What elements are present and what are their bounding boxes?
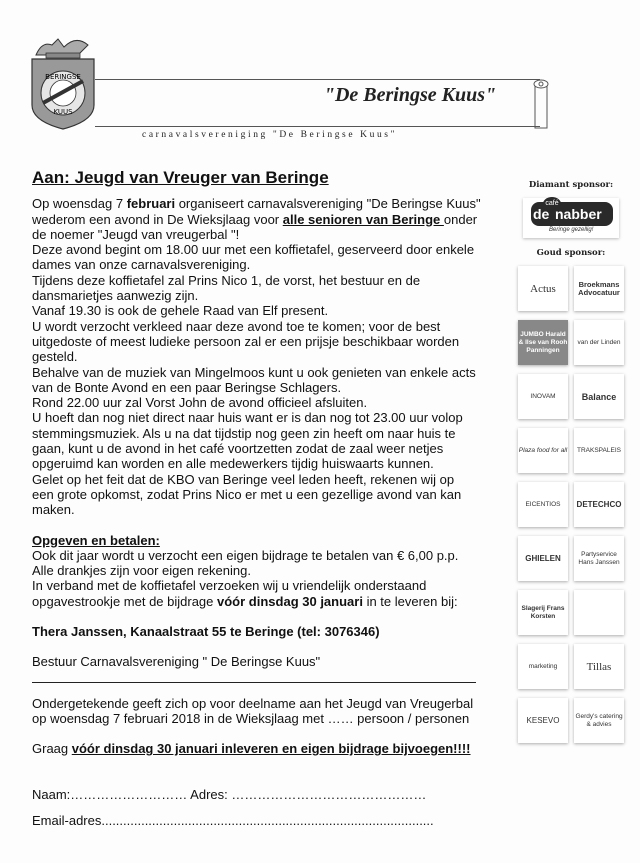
sponsor-tile-trakspaleis xyxy=(574,428,624,473)
body-line: Behalve van de muziek van Mingelmoos kunt u ook genieten van enkele acts xyxy=(32,364,476,380)
body-line: een grote opkomst, zodat Prins Nico er met u een gezellige avond van kan xyxy=(32,486,462,502)
sponsor-name: JUMBO Harald & Ilse van Rooh Panningen xyxy=(518,330,568,354)
sponsor-tile-kesevo xyxy=(518,698,568,743)
body-line: Rond 22.00 uur zal Vorst John de avond officieel afsluiten. xyxy=(32,395,368,411)
gold-sponsor-label: Goud sponsor: xyxy=(536,248,606,258)
body-line: uitgedoste of meest ludieke persoon zal er een prijsje beschikbaar worden xyxy=(32,333,460,349)
body-line: U wordt verzocht verkleed naar deze avond toe te komen; voor de best xyxy=(32,318,441,334)
sponsor-tile-marketing xyxy=(518,644,568,689)
sponsor-name: Gerdy's catering & advies xyxy=(575,712,623,728)
text: Op woensdag 7 xyxy=(32,196,127,212)
sponsor-tile-tillas xyxy=(574,644,624,689)
sponsor-tile-eicentios xyxy=(518,482,568,527)
body-line: Tijdens deze koffietafel zal Prins Nico 1, de vorst, het bestuur en de xyxy=(32,272,421,288)
diamond-sponsor-logo xyxy=(523,198,619,238)
letter-body xyxy=(32,168,481,828)
sponsor-name: KESEVO xyxy=(526,715,560,725)
sponsor-name: Partyservice Hans Janssen xyxy=(578,550,620,566)
body-line: Vanaf 19.30 is ook de gehele Raad van Elf present. xyxy=(32,303,329,319)
contact-person: Thera Janssen, Kanaalstraat 55 te Beringe (tel: 3076346) xyxy=(32,624,380,640)
sponsor-tile-slagerij-korsten xyxy=(518,590,568,635)
sponsor-name: TRAKSPALEIS xyxy=(577,446,621,454)
body-line: van de Bonte Avond en een paar Beringse Schlagers. xyxy=(32,379,342,395)
intro-line xyxy=(32,211,478,227)
body-line: gaan, kunt u de avond in het café voortzetten zodat de zaal weer netjes xyxy=(32,441,444,457)
sponsor-name: Balance xyxy=(581,391,617,402)
sponsor-tile-inovam xyxy=(518,374,568,419)
letterhead xyxy=(0,0,640,150)
signup-line: Ook dit jaar wordt u verzocht een eigen bijdrage te betalen van € 6,00 p.p. xyxy=(32,547,459,563)
form-line: op woensdag 7 februari 2018 in de Wieksjlaag met …… persoon / personen xyxy=(32,710,470,726)
text: opgavestrookje met de bijdrage xyxy=(32,593,218,609)
diamond-sponsor-label: Diamant sponsor: xyxy=(528,180,614,190)
sponsor-tile-ghielen xyxy=(518,536,568,581)
scroll-banner-top-line xyxy=(95,79,540,80)
sponsor-name: GHIELEN xyxy=(525,553,561,563)
body-line: stemmingsmuziek. Als u na dat tijdstip nog geen zin heeft om naar huis te xyxy=(32,425,456,441)
deadline-bold: vóór dinsdag 30 januari xyxy=(217,593,363,609)
sponsor-tile-hans-janssen xyxy=(574,536,624,581)
de-text: de xyxy=(533,206,550,222)
body-line: gesteld. xyxy=(32,349,78,365)
sponsor-name: INOVAM xyxy=(530,392,556,400)
club-shield-logo xyxy=(28,35,98,130)
sponsor-name: EICENTIOS xyxy=(525,500,561,508)
sponsor-tile-plaza xyxy=(518,428,568,473)
body-line: opgeruimd kan worden en alle medewerkers tijdig huiswaarts kunnen. xyxy=(32,456,434,472)
text: wederom een avond in De Wieksjlaag voor xyxy=(32,211,283,227)
form-reminder xyxy=(32,741,472,756)
sponsor-tile-detechco xyxy=(574,482,624,527)
body-line: maken. xyxy=(32,502,75,518)
cut-line-divider xyxy=(32,682,476,683)
email-field: Email-adres............................................................................................ xyxy=(32,812,434,828)
sponsor-tile-broekmans xyxy=(574,266,624,311)
intro-line xyxy=(32,196,481,212)
text-bold: februari xyxy=(126,196,176,212)
letter-heading: Aan: Jeugd van Vreuger van Beringe xyxy=(32,168,329,187)
sponsor-tile-actus xyxy=(518,266,568,311)
form-line: Ondergetekende geeft zich op voor deelname aan het Jeugd van Vreugerbal xyxy=(32,695,474,711)
scroll-banner-bottom-line xyxy=(95,126,540,127)
sponsor-tile-jumbo xyxy=(518,320,568,365)
gold-sponsor-grid xyxy=(510,266,632,743)
text: onder xyxy=(443,211,478,227)
signup-heading: Opgeven en betalen: xyxy=(32,532,160,548)
nabber-text: nabber xyxy=(555,206,602,222)
signup-line xyxy=(32,594,472,609)
sponsor-tile-film-logo xyxy=(574,590,624,635)
signup-line: Alle drankjes zijn voor eigen rekening. xyxy=(32,563,251,579)
sponsor-name: van der Linden xyxy=(577,338,621,346)
spacer xyxy=(32,757,472,787)
reminder-bold-underline: vóór dinsdag 30 januari inleveren en eigen bijdrage bijvoegen!!!! xyxy=(71,741,471,757)
text-bold-underline: alle senioren van Beringe xyxy=(282,211,444,227)
body-line: Gelet op het feit dat de KBO van Beringe veel leden heeft, rekenen wij op xyxy=(32,471,455,487)
cafe-text: café xyxy=(543,197,561,211)
sponsor-name: DETECHCO xyxy=(576,499,622,509)
spacer xyxy=(32,518,472,533)
sponsor-name: Actus xyxy=(530,282,556,295)
body-line: Deze avond begint om 18.00 uur met een koffietafel, geserveerd door enkele xyxy=(32,242,475,258)
sponsor-tile-gerdys xyxy=(574,698,624,743)
spacer xyxy=(32,726,472,741)
sponsor-name: marketing xyxy=(528,662,558,670)
scroll-roll-icon xyxy=(532,78,550,130)
club-subtitle: carnavalsvereniging "De Beringse Kuus" xyxy=(142,130,398,140)
spacer xyxy=(32,802,472,813)
text: Graag xyxy=(32,741,72,757)
sponsor-name: Tillas xyxy=(586,660,612,673)
sponsor-name: Slagerij Frans Korsten xyxy=(521,604,565,620)
text: in te leveren bij: xyxy=(362,593,458,609)
logo-text-top: BERINGSE xyxy=(45,73,81,81)
logo-text-bottom: KUUS xyxy=(53,108,73,116)
body-line: dames van onze carnavalsvereniging. xyxy=(32,257,251,273)
spacer xyxy=(32,609,472,624)
sponsor-name: Broekmans Advocatuur xyxy=(578,279,620,297)
sponsor-column xyxy=(510,180,632,743)
tagline: Beringe gezellig! xyxy=(549,227,594,233)
sponsor-name: Plaza food for all xyxy=(518,446,568,454)
name-address-field: Naam:……………………… Adres: ……………………………………… xyxy=(32,786,427,802)
club-title: "De Beringse Kuus" xyxy=(323,84,497,106)
spacer xyxy=(32,639,472,654)
sponsor-tile-balance xyxy=(574,374,624,419)
body-line: dansmarietjes aanwezig zijn. xyxy=(32,288,199,304)
text: organiseert carnavalsvereniging "De Beringse Kuus" xyxy=(175,196,481,212)
signup-line: In verband met de koffietafel verzoeken wij u vriendelijk onderstaand xyxy=(32,578,427,594)
sponsor-tile-van-der-linden xyxy=(574,320,624,365)
intro-line: de noemer "Jeugd van vreugerbal "! xyxy=(32,226,240,242)
body-line: U hoeft dan nog niet direct naar huis want er is dan nog tot 23.00 uur volop xyxy=(32,410,463,426)
signature: Bestuur Carnavalsvereniging " De Beringse Kuus" xyxy=(32,654,321,670)
